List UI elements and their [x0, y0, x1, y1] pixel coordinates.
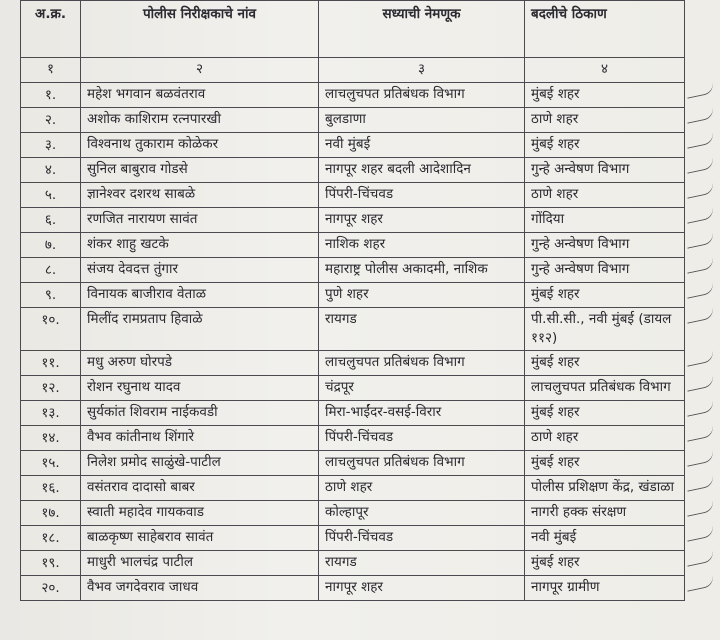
table-row [21, 183, 685, 208]
cell-name: वसंतराव दादासो बाबर [81, 476, 319, 501]
column-number: ३ [319, 58, 525, 83]
table-row [21, 451, 685, 476]
cell-destination: मुंबई शहर [525, 451, 685, 476]
table-row [21, 308, 685, 351]
cell-current-posting: रायगड [319, 308, 525, 351]
table-row [21, 258, 685, 283]
cell-name: सुर्यकांत शिवराम नाईकवडी [81, 401, 319, 426]
cell-current-posting: पुणे शहर [319, 283, 525, 308]
table-row [21, 526, 685, 551]
cell-name: महेश भगवान बळवंतराव [81, 83, 319, 108]
cell-destination: ठाणे शहर [525, 183, 685, 208]
cell-name: माधुरी भालचंद्र पाटील [81, 551, 319, 576]
tick-mark [685, 350, 715, 367]
header-current-posting: सध्याची नेमणूक [319, 1, 525, 58]
cell-sr-no: ९. [21, 283, 81, 308]
cell-name: रोशन रघुनाथ यादव [81, 376, 319, 401]
cell-current-posting: पिंपरी-चिंचवड [319, 526, 525, 551]
cell-sr-no: १९. [21, 551, 81, 576]
cell-current-posting: नागपूर शहर बदली आदेशादिन [319, 158, 525, 183]
header-row [21, 1, 685, 58]
cell-current-posting: बुलडाणा [319, 108, 525, 133]
tick-mark [685, 207, 715, 224]
cell-destination: गुन्हे अन्वेषण विभाग [525, 233, 685, 258]
cell-name: शंकर शाहु खटके [81, 233, 319, 258]
cell-sr-no: ६. [21, 208, 81, 233]
cell-current-posting: नाशिक शहर [319, 233, 525, 258]
tick-mark [685, 375, 715, 392]
cell-name: निलेश प्रमोद साळुंखे-पाटील [81, 451, 319, 476]
cell-destination: गोंदिया [525, 208, 685, 233]
tick-mark [685, 132, 715, 149]
cell-sr-no: १३. [21, 401, 81, 426]
cell-sr-no: ४. [21, 158, 81, 183]
tick-mark [685, 282, 715, 299]
cell-name: ज्ञानेश्वर दशरथ साबळे [81, 183, 319, 208]
cell-destination: गुन्हे अन्वेषण विभाग [525, 258, 685, 283]
cell-current-posting: चंद्रपूर [319, 376, 525, 401]
cell-current-posting: पिंपरी-चिंचवड [319, 183, 525, 208]
cell-name: अशोक काशिराम रत्नपारखी [81, 108, 319, 133]
tick-mark [685, 450, 715, 467]
column-number: ४ [525, 58, 685, 83]
column-number-row [21, 58, 685, 83]
cell-destination: मुंबई शहर [525, 351, 685, 376]
cell-current-posting: लाचलुचपत प्रतिबंधक विभाग [319, 451, 525, 476]
cell-destination: मुंबई शहर [525, 551, 685, 576]
header-name: पोलीस निरीक्षकाचे नांव [81, 1, 319, 58]
cell-name: वैभव जगदेवराव जाधव [81, 576, 319, 601]
cell-sr-no: ११. [21, 351, 81, 376]
cell-destination: मुंबई शहर [525, 283, 685, 308]
cell-destination: मुंबई शहर [525, 83, 685, 108]
cell-destination: पोलीस प्रशिक्षण केंद्र, खंडाळा [525, 476, 685, 501]
table-row [21, 501, 685, 526]
tick-mark [685, 575, 715, 592]
cell-sr-no: २. [21, 108, 81, 133]
cell-sr-no: २०. [21, 576, 81, 601]
cell-sr-no: १६. [21, 476, 81, 501]
table-row [21, 83, 685, 108]
cell-sr-no: १. [21, 83, 81, 108]
tick-mark [685, 525, 715, 542]
tick-mark [685, 232, 715, 249]
cell-current-posting: मिरा-भाईंदर-वसई-विरार [319, 401, 525, 426]
column-number: १ [21, 58, 81, 83]
cell-sr-no: १८. [21, 526, 81, 551]
cell-sr-no: १०. [21, 308, 81, 351]
table-row [21, 208, 685, 233]
tick-mark [685, 550, 715, 567]
cell-destination: नागपूर ग्रामीण [525, 576, 685, 601]
table-row [21, 351, 685, 376]
table-row [21, 158, 685, 183]
cell-current-posting: रायगड [319, 551, 525, 576]
cell-sr-no: १५. [21, 451, 81, 476]
tick-mark [685, 107, 715, 124]
cell-name: विश्वनाथ तुकाराम कोळेकर [81, 133, 319, 158]
cell-sr-no: ७. [21, 233, 81, 258]
table-row [21, 376, 685, 401]
cell-destination: ठाणे शहर [525, 426, 685, 451]
cell-name: संजय देवदत्त तुंगार [81, 258, 319, 283]
tick-mark [685, 307, 715, 324]
header-destination: बदलीचे ठिकाण [525, 1, 685, 58]
cell-destination: नागरी हक्क संरक्षण [525, 501, 685, 526]
cell-current-posting: ठाणे शहर [319, 476, 525, 501]
cell-destination: पी.सी.सी., नवी मुंबई (डायल ११२) [525, 308, 685, 351]
tick-mark [685, 82, 715, 99]
cell-destination: मुंबई शहर [525, 401, 685, 426]
cell-name: मधु अरुण घोरपडे [81, 351, 319, 376]
cell-current-posting: कोल्हापूर [319, 501, 525, 526]
cell-name: स्वाती महादेव गायकवाड [81, 501, 319, 526]
cell-current-posting: महाराष्ट्र पोलीस अकादमी, नाशिक [319, 258, 525, 283]
cell-destination: नवी मुंबई [525, 526, 685, 551]
table-row [21, 108, 685, 133]
table-row [21, 401, 685, 426]
tick-mark [685, 425, 715, 442]
cell-current-posting: लाचलुचपत प्रतिबंधक विभाग [319, 351, 525, 376]
tick-mark [685, 157, 715, 174]
table-row [21, 233, 685, 258]
cell-destination: गुन्हे अन्वेषण विभाग [525, 158, 685, 183]
header-sr-no: अ.क्र. [21, 1, 81, 58]
cell-current-posting: पिंपरी-चिंचवड [319, 426, 525, 451]
cell-name: मिलींद रामप्रताप हिवाळे [81, 308, 319, 351]
tick-mark [685, 182, 715, 199]
cell-destination: मुंबई शहर [525, 133, 685, 158]
table-row [21, 133, 685, 158]
cell-name: बाळकृष्ण साहेबराव सावंत [81, 526, 319, 551]
cell-sr-no: १७. [21, 501, 81, 526]
cell-name: सुनिल बाबुराव गोडसे [81, 158, 319, 183]
cell-current-posting: लाचलुचपत प्रतिबंधक विभाग [319, 83, 525, 108]
cell-name: वैभव कांतीनाथ शिंगारे [81, 426, 319, 451]
table-body [21, 83, 685, 601]
tick-mark [685, 500, 715, 517]
cell-sr-no: ५. [21, 183, 81, 208]
cell-sr-no: १४. [21, 426, 81, 451]
table-row [21, 426, 685, 451]
table-row [21, 551, 685, 576]
cell-name: विनायक बाजीराव वेताळ [81, 283, 319, 308]
tick-mark [685, 475, 715, 492]
table-row [21, 576, 685, 601]
cell-sr-no: १२. [21, 376, 81, 401]
cell-sr-no: ३. [21, 133, 81, 158]
table-row [21, 283, 685, 308]
cell-current-posting: नागपूर शहर [319, 208, 525, 233]
cell-current-posting: नागपूर शहर [319, 576, 525, 601]
transfer-table [20, 0, 685, 601]
tick-mark [685, 400, 715, 417]
table-row [21, 476, 685, 501]
cell-destination: ठाणे शहर [525, 108, 685, 133]
cell-destination: लाचलुचपत प्रतिबंधक विभाग [525, 376, 685, 401]
column-number: २ [81, 58, 319, 83]
tick-mark [685, 257, 715, 274]
cell-current-posting: नवी मुंबई [319, 133, 525, 158]
cell-name: रणजित नारायण सावंत [81, 208, 319, 233]
cell-sr-no: ८. [21, 258, 81, 283]
handwritten-tick-marks [684, 82, 720, 640]
